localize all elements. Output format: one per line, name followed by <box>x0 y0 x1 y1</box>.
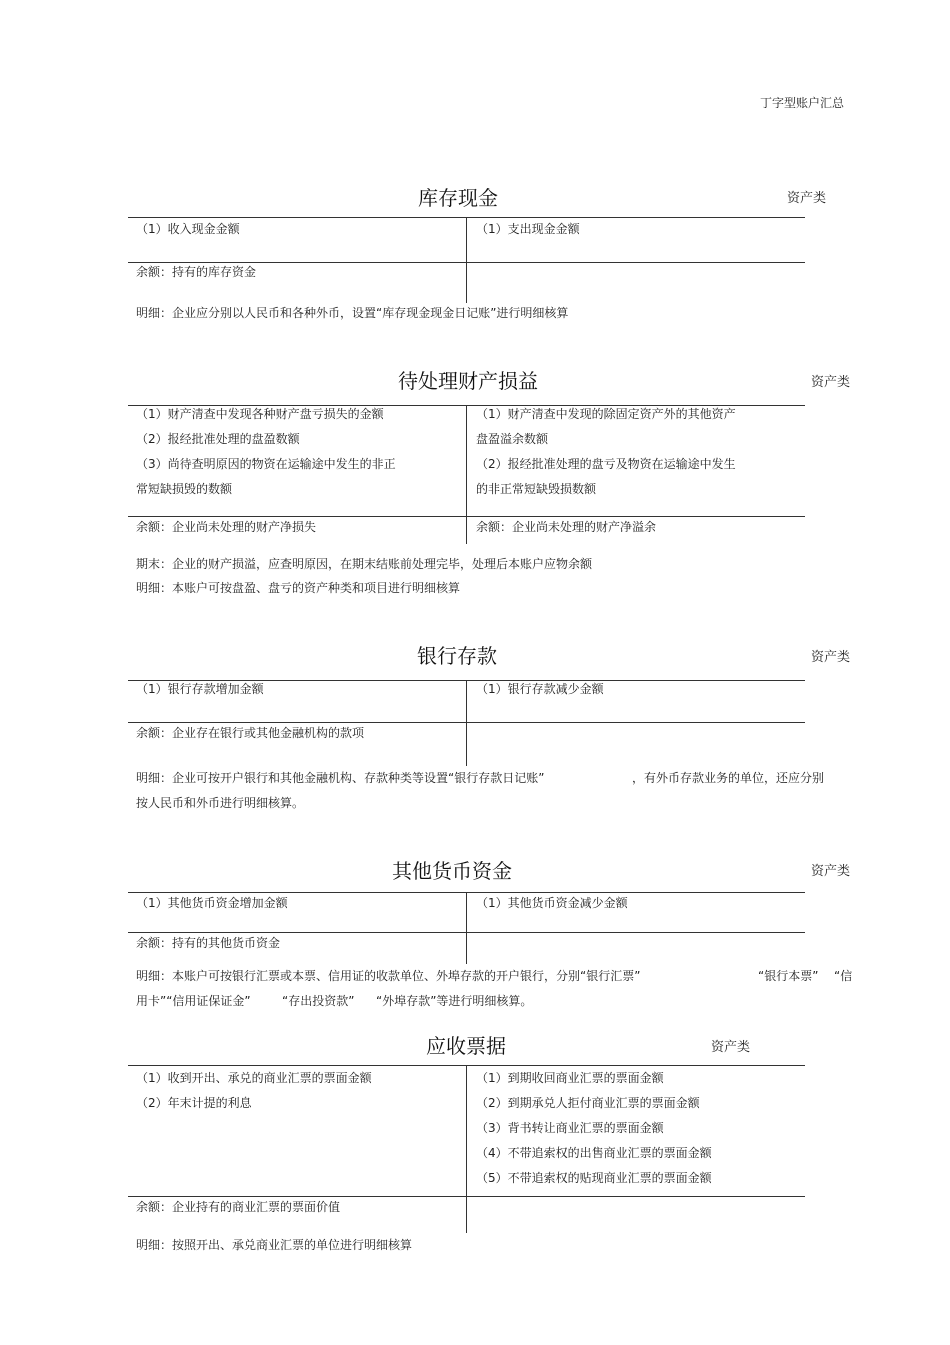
balance-debit: 余额：持有的库存资金 <box>136 265 257 279</box>
credit-entry: （1）到期收回商业汇票的票面金额 <box>476 1071 664 1085</box>
debit-entry: （1）银行存款增加金额 <box>136 682 264 696</box>
account-category: 资产类 <box>811 650 851 665</box>
debit-entries <box>136 1068 372 1118</box>
account-title: 待处理财产损益 <box>398 369 538 393</box>
account-category: 资产类 <box>787 191 827 206</box>
detail-note-item: “信 <box>834 969 853 983</box>
period-end-note: 期末：企业的财产损溢，应查明原因，在期末结账前处理完毕，处理后本账户应物余额 <box>136 557 593 571</box>
credit-entries <box>476 404 736 504</box>
debit-entries <box>136 219 240 244</box>
account-category: 资产类 <box>811 864 851 879</box>
debit-entries <box>136 893 288 918</box>
detail-note-item: “银行本票” <box>758 969 819 983</box>
credit-entry: （1）财产清查中发现的除固定资产外的其他资产 <box>476 407 736 421</box>
debit-entry: 常短缺损毁的数额 <box>136 482 233 496</box>
balance-debit: 余额：企业尚未处理的财产净损失 <box>136 520 317 534</box>
detail-note-item: “存出投资款” <box>282 994 355 1008</box>
account-category: 资产类 <box>811 375 851 390</box>
debit-entry: （1）其他货币资金增加金额 <box>136 896 288 910</box>
t-vertical-line <box>466 217 467 303</box>
balance-debit: 余额：持有的其他货币资金 <box>136 936 281 950</box>
credit-entry: （2）到期承兑人拒付商业汇票的票面金额 <box>476 1096 700 1110</box>
t-vertical-line <box>466 1065 467 1233</box>
credit-entry: （1）银行存款减少金额 <box>476 682 604 696</box>
detail-note: 明细：企业应分别以人民币和各种外币，设置“库存现金现金日记账”进行明细核算 <box>136 306 569 320</box>
debit-entry: （2）年末计提的利息 <box>136 1096 252 1110</box>
debit-entry: （3）尚待查明原因的物资在运输途中发生的非正 <box>136 457 396 471</box>
credit-entry: （1）支出现金金额 <box>476 222 580 236</box>
account-category: 资产类 <box>711 1040 751 1055</box>
account-title: 其他货币资金 <box>392 859 512 883</box>
detail-note-wrap: 用卡”“信用证保证金” <box>136 994 251 1008</box>
credit-entries <box>476 1068 712 1193</box>
debit-entry: （1）收入现金金额 <box>136 222 240 236</box>
balance-debit: 余额：企业存在银行或其他金融机构的款项 <box>136 726 365 740</box>
balance-debit: 余额：企业持有的商业汇票的票面价值 <box>136 1200 341 1214</box>
credit-entries <box>476 219 580 244</box>
credit-entry: （1）其他货币资金减少金额 <box>476 896 628 910</box>
debit-entries <box>136 679 264 704</box>
detail-note: 明细：本账户可按盘盈、盘亏的资产种类和项目进行明细核算 <box>136 581 461 595</box>
credit-entry: （3）背书转让商业汇票的票面金额 <box>476 1121 664 1135</box>
credit-entry: 的非正常短缺毁损数额 <box>476 482 597 496</box>
detail-note-wrap: 按人民币和外币进行明细核算。 <box>136 796 305 810</box>
detail-note: 明细：按照开出、承兑商业汇票的单位进行明细核算 <box>136 1238 413 1252</box>
credit-entries <box>476 679 604 704</box>
t-vertical-line <box>466 405 467 544</box>
debit-entry: （2）报经批准处理的盘盈数额 <box>136 432 300 446</box>
credit-entry: （2）报经批准处理的盘亏及物资在运输途中发生 <box>476 457 736 471</box>
detail-note: 明细：企业可按开户银行和其他金融机构、存款种类等设置“银行存款日记账” <box>136 771 545 785</box>
credit-entry: （5）不带追索权的贴现商业汇票的票面金额 <box>476 1171 712 1185</box>
account-title: 库存现金 <box>418 186 498 210</box>
credit-entry: （4）不带追索权的出售商业汇票的票面金额 <box>476 1146 712 1160</box>
account-title: 银行存款 <box>417 644 497 668</box>
debit-entries <box>136 404 396 504</box>
debit-entry: （1）收到开出、承兑的商业汇票的票面金额 <box>136 1071 372 1085</box>
detail-note-continued: ，有外币存款业务的单位，还应分别 <box>632 771 825 785</box>
detail-note-item: “外埠存款”等进行明细核算。 <box>376 994 533 1008</box>
account-title: 应收票据 <box>426 1034 506 1058</box>
credit-entry: 盘盈溢余数额 <box>476 432 549 446</box>
credit-entries <box>476 893 628 918</box>
t-vertical-line <box>466 680 467 766</box>
detail-note: 明细：本账户可按银行汇票或本票、信用证的收款单位、外埠存款的开户银行，分别“银行汇票” <box>136 969 641 983</box>
debit-entry: （1）财产清查中发现各种财产盘亏损失的金额 <box>136 407 384 421</box>
balance-credit: 余额：企业尚未处理的财产净溢余 <box>476 520 657 534</box>
doc-header-title: 丁字型账户汇总 <box>760 96 845 110</box>
t-vertical-line <box>466 892 467 964</box>
